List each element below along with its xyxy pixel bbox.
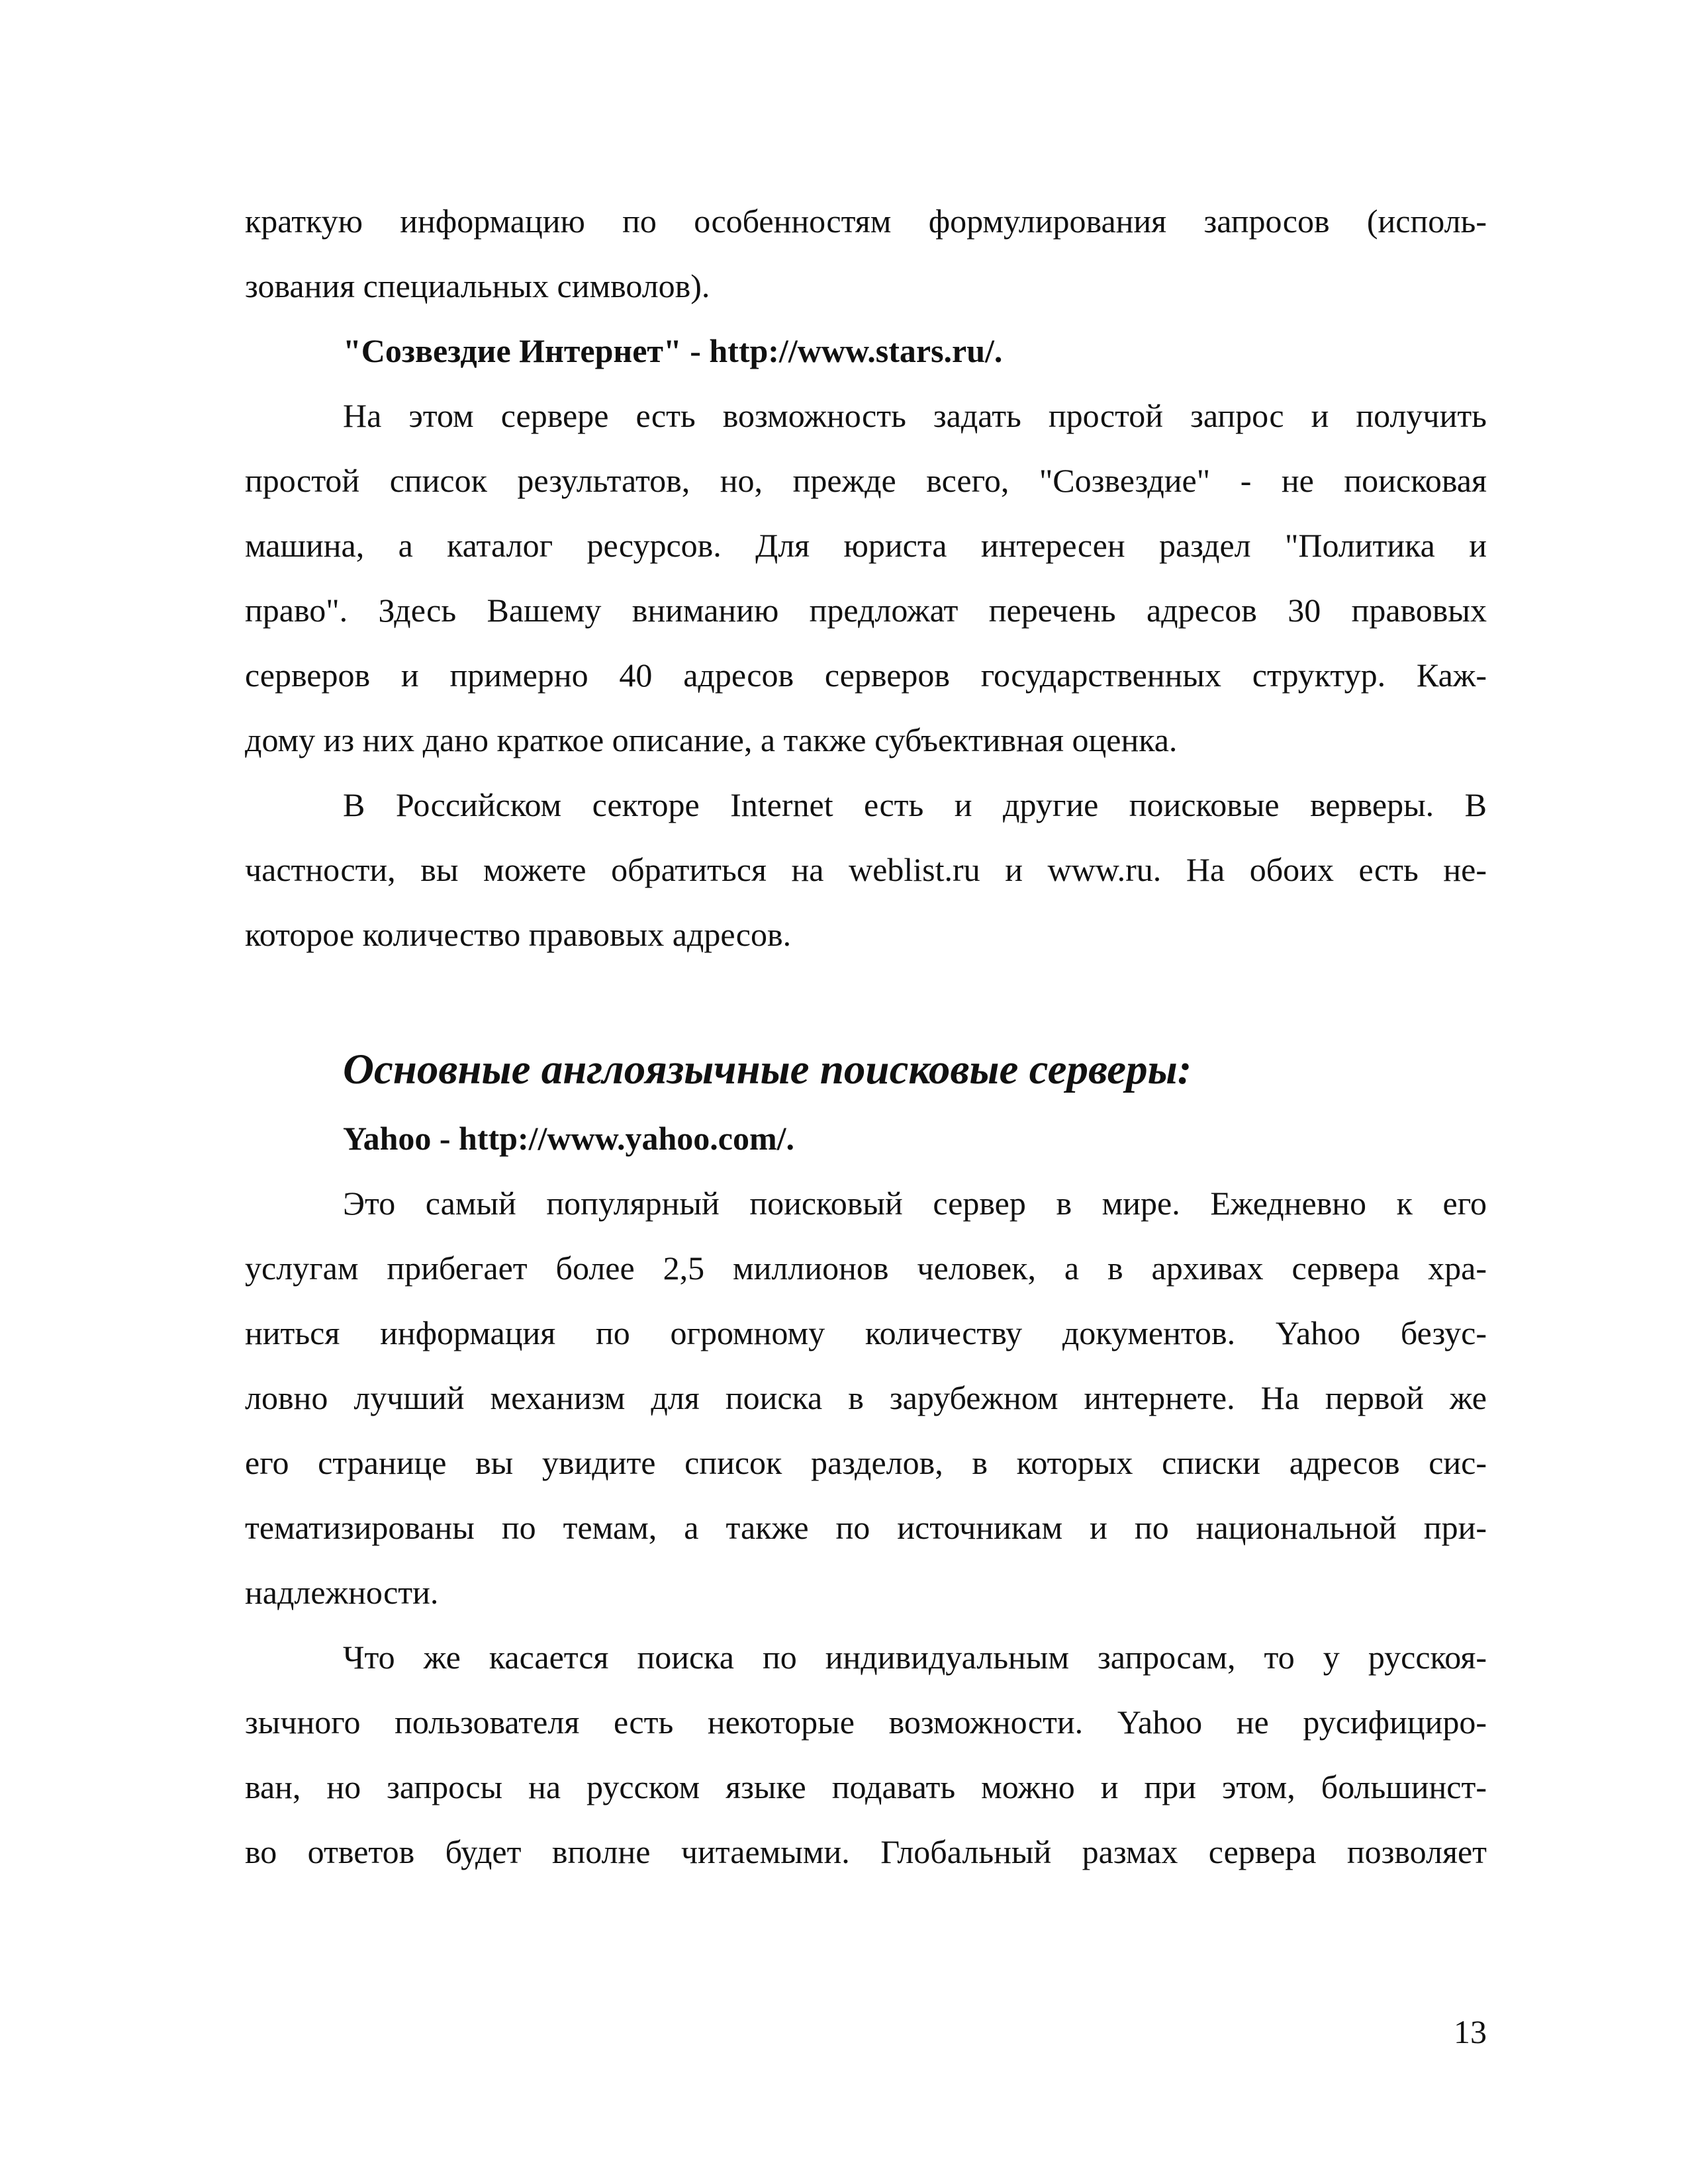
stars-paragraph-2 <box>245 772 1487 967</box>
paragraph-line: надлежности. <box>245 1574 439 1611</box>
paragraph-line: ниться информация по огромному количеству документов. Yahoo безус- <box>245 1314 1487 1351</box>
paragraph-line: На этом сервере есть возможность задать простой запрос и получить <box>343 397 1487 434</box>
stars-heading: "Созвездие Интернет" - http://www.stars.ru/. <box>343 332 1003 369</box>
paragraph-line: ван, но запросы на русском языке подавать можно и при этом, большинст- <box>245 1768 1487 1805</box>
paragraph-line: зычного пользователя есть некоторые возможности. Yahoo не русифициро- <box>245 1704 1487 1741</box>
yahoo-paragraph-1 <box>245 1171 1487 1625</box>
paragraph-line: дому из них дано краткое описание, а также субъективная оценка. <box>245 721 1178 758</box>
paragraph-line: машина, а каталог ресурсов. Для юриста интересен раздел "Политика и <box>245 527 1487 564</box>
paragraph-line: право". Здесь Вашему вниманию предложат перечень адресов 30 правовых <box>245 592 1487 629</box>
yahoo-heading: Yahoo - http://www.yahoo.com/. <box>343 1120 794 1157</box>
paragraph-line: ловно лучший механизм для поиска в зарубежном интернете. На первой же <box>245 1379 1487 1416</box>
section-heading: Основные англоязычные поисковые серверы: <box>343 1046 1192 1093</box>
paragraph-line: серверов и примерно 40 адресов серверов государственных структур. Каж- <box>245 657 1487 694</box>
paragraph-line: Это самый популярный поисковый сервер в мире. Ежедневно к его <box>343 1185 1487 1222</box>
paragraph-line: его странице вы увидите список разделов, в которых списки адресов сис- <box>245 1444 1487 1481</box>
paragraph-line: В Российском секторе Internet есть и другие поисковые верверы. В <box>343 786 1487 823</box>
paragraph-line: краткую информацию по особенностям формулирования запросов (исполь- <box>245 203 1487 240</box>
document-page <box>245 189 1487 1884</box>
intro-paragraph <box>245 189 1487 318</box>
paragraph-line: простой список результатов, но, прежде всего, "Созвездие" - не поисковая <box>245 462 1487 499</box>
paragraph-line: Что же касается поиска по индивидуальным запросам, то у русскоя- <box>343 1639 1487 1676</box>
paragraph-line: частности, вы можете обратиться на weblist.ru и www.ru. На обоих есть не- <box>245 851 1487 888</box>
paragraph-line: которое количество правовых адресов. <box>245 916 792 953</box>
paragraph-line: во ответов будет вполне читаемыми. Глобальный размах сервера позволяет <box>245 1833 1487 1870</box>
yahoo-paragraph-2 <box>245 1625 1487 1884</box>
paragraph-line: зования специальных символов). <box>245 267 710 304</box>
paragraph-line: услугам прибегает более 2,5 миллионов человек, а в архивах сервера хра- <box>245 1250 1487 1287</box>
page-number: 13 <box>1454 2013 1487 2050</box>
stars-paragraph-1 <box>245 383 1487 772</box>
paragraph-line: тематизированы по темам, а также по источникам и по национальной при- <box>245 1509 1487 1546</box>
